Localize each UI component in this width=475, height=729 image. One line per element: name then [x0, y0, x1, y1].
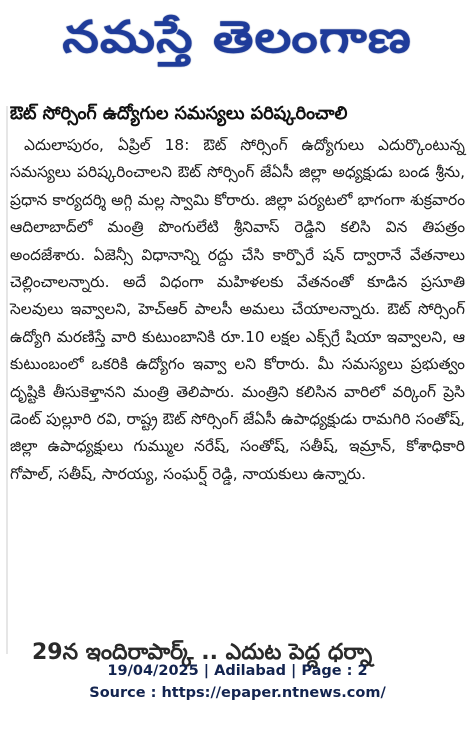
- footer: [0, 660, 475, 704]
- article-headline: ఔట్ సోర్సింగ్ ఉద్యోగుల సమస్యలు పరిష్కరించాలి: [10, 103, 348, 124]
- footer-source-link[interactable]: Source : https://epaper.ntnews.com/: [89, 685, 386, 701]
- article: [6, 102, 469, 488]
- article-body: ఎదులాపురం, ఏప్రిల్ 18: ఔట్ సోర్సింగ్ ఉద్యోగులు ఎదుర్కొంటున్న సమస్యలు పరిష్కరించాలని ఔట్ సోర్సింగ్ జేఏసీ జిల్లా అధ్యక్షుడు బండ శ్రీను, ప్రధాన కార్యదర్శి అగ్గి మల్ల స్వామి కోరారు. జిల్లా పర్యటలో భాగంగా శుక్రవారం ఆదిలాబాద్‌లో మంత్రి పొంగులేటి శ్రీనివాస్ రెడ్డిని కలిసి విన తిపత్రం అందజేశారు. ఏజెన్సీ విధానాన్ని రద్దు చేసి కార్పొరే షన్ ద్వారానే వేతనాలు చెల్లించాలన్నారు. అదే విధంగా మహిళలకు వేతనంతో కూడిన ప్రసూతి సెలవులు ఇవ్వాలని, హెచ్ఆర్ పాలసీ అమలు చేయాలన్నారు. ఔట్ సోర్సింగ్ ఉద్యోగి మరణిస్తే వారి కుటుంబానికి రూ.10 లక్షల ఎక్స్‌గ్రే షియా ఇవ్వాలని, ఆ కుటుంబంలో ఒకరికి ఉద్యోగం ఇవ్వా లని కోరారు. మీ సమస్యలు ప్రభుత్వం దృష్టికి తీసుకెళ్తానని మంత్రి తెలిపారు. మంత్రిని కలిసిన వారిలో వర్కింగ్ ప్రెసి డెంట్ పుల్లూరి రవి, రాష్ట్ర ఔట్ సోర్సింగ్ జేఏసీ ఉపాధ్యక్షుడు రామగిరి సంతోష్, జిల్లా ఉపాధ్యక్షులు గుమ్ముల నరేష్, సంతోష్, సతీష్, ఇమ్రాన్, కోశాధికారి గోపాల్, సతీష్, సారయ్య, సంఘర్ష్ రెడ్డి, నాయకులు ఉన్నారు.: [10, 136, 465, 483]
- masthead-logo: నమస్తే తెలంగాణ: [62, 12, 413, 63]
- masthead-divider: [6, 82, 469, 92]
- footer-meta: 19/04/2025 | Adilabad | Page : 2: [107, 663, 368, 679]
- masthead: [6, 10, 469, 76]
- next-article-headline-fragment: 29న ఇందిరాపార్క్ .. ఎదుట పెద్ద ధర్నా: [32, 640, 373, 665]
- newspaper-clipping: [6, 6, 469, 665]
